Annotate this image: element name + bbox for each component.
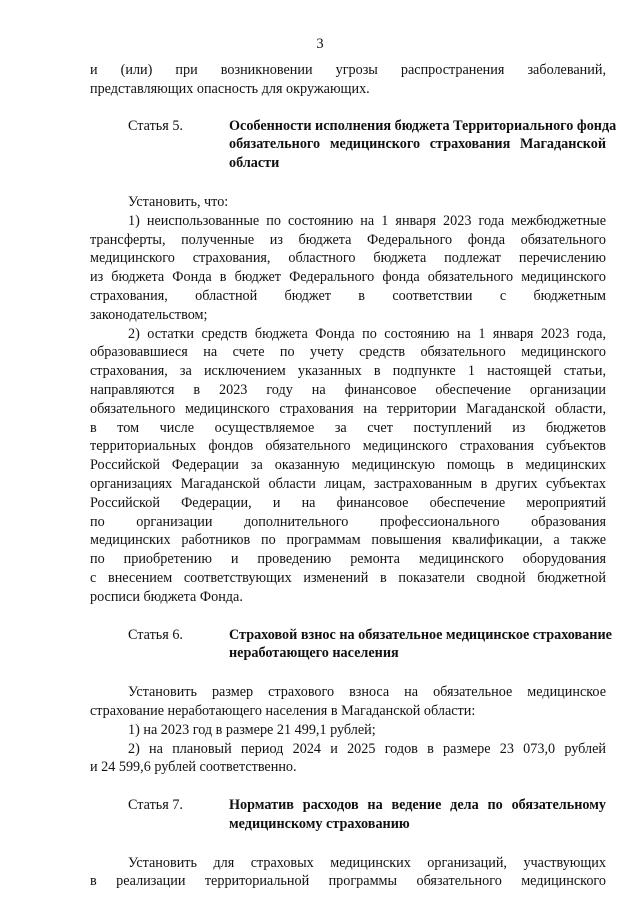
title-line: Норматив расходов на ведение дела по обязательному <box>229 797 606 814</box>
article-label: Статья 5. <box>128 117 183 134</box>
text-line: 2) остатки средств бюджета Фонда по состоянию на 1 января 2023 года, <box>128 325 606 342</box>
text-line: трансферты, полученные из бюджета Федерального фонда обязательного <box>90 231 606 248</box>
text-line: страхование неработающего населения в Магаданской области: <box>90 702 476 719</box>
text-line: образовавшиеся на счете по учету средств обязательного медицинского <box>90 344 606 361</box>
text-line: медицинских работников по программам повышения квалификации, а также <box>90 532 606 549</box>
page-number: 3 <box>316 36 324 52</box>
title-line: неработающего населения <box>229 645 399 662</box>
text-line: Российской Федерации за оказанную медицинскую помощь в медицинских <box>90 457 606 474</box>
intro-paragraph <box>90 61 606 99</box>
article-7-body <box>90 854 606 892</box>
article-7-heading <box>128 796 606 834</box>
text-line: в том числе осуществляемое за счет поступлений из бюджетов <box>90 419 606 436</box>
text-line: 1) неиспользованные по состоянию на 1 января 2023 года межбюджетные <box>128 212 606 229</box>
text-line: Установить для страховых медицинских организаций, участвующих <box>128 854 606 871</box>
text-line: территориальных фондов обязательного медицинского страхования субъектов <box>90 438 606 455</box>
article-6-heading <box>128 626 612 664</box>
text-line: в реализации территориальной программы обязательного медицинского <box>90 873 606 890</box>
text-line: медицинского страхования, областного бюджета подлежат перечислению <box>90 250 606 267</box>
title-line: Особенности исполнения бюджета Территориального фонда <box>229 117 617 134</box>
text-line: 2) на плановый период 2024 и 2025 годов в размере 23 073,0 рублей <box>128 740 606 757</box>
document-body <box>90 61 617 891</box>
text-line: Российской Федерации, и на финансовое обеспечение мероприятий <box>90 494 606 511</box>
title-line: области <box>229 155 280 172</box>
text-line: организациях Магаданской области лицам, застрахованным в других субъектах <box>90 475 606 492</box>
article-5-heading <box>128 117 617 173</box>
text-line: направляются в 2023 году на финансовое обеспечение организации <box>90 381 606 398</box>
article-5-body <box>90 193 606 607</box>
article-title <box>229 796 606 834</box>
title-line: обязательного медицинского страхования Магаданской <box>229 136 606 153</box>
article-5-item-1 <box>90 212 606 325</box>
article-5-item-2 <box>90 325 606 607</box>
text-line: из бюджета Фонда в бюджет Федерального фонда обязательного медицинского <box>90 269 606 286</box>
article-label: Статья 7. <box>128 797 183 814</box>
text-line: представляющих опасность для окружающих. <box>90 80 370 97</box>
text-line: законодательством; <box>90 306 208 323</box>
text-line: Установить размер страхового взноса на обязательное медицинское <box>128 684 606 701</box>
article-6-body <box>90 683 606 777</box>
text-line: по организации дополнительного профессионального образования <box>90 513 606 530</box>
text-line: страхования, областной бюджет в соответствии с бюджетным <box>90 287 606 304</box>
title-line: Страховой взнос на обязательное медицинское страхование <box>229 626 612 643</box>
article-title <box>229 117 617 173</box>
text-line: страхования, за исключением указанных в подпункте 1 настоящей статьи, <box>90 363 606 380</box>
text-line: по приобретению и проведению ремонта медицинского оборудования <box>90 551 606 568</box>
title-line: медицинскому страхованию <box>229 815 410 832</box>
text-line: и (или) при возникновении угрозы распространения заболеваний, <box>90 62 606 78</box>
text-line: росписи бюджета Фонда. <box>90 588 243 605</box>
text-line: с внесением соответствующих изменений в показатели сводной бюджетной <box>90 569 606 586</box>
text-line: обязательного медицинского страхования на территории Магаданской области, <box>90 400 606 417</box>
text-line: и 24 599,6 рублей соответственно. <box>90 759 297 776</box>
article-title <box>229 626 612 664</box>
text-line: 1) на 2023 год в размере 21 499,1 рублей; <box>128 721 376 738</box>
article-label: Статья 6. <box>128 626 183 643</box>
lead-text: Установить, что: <box>128 193 229 210</box>
